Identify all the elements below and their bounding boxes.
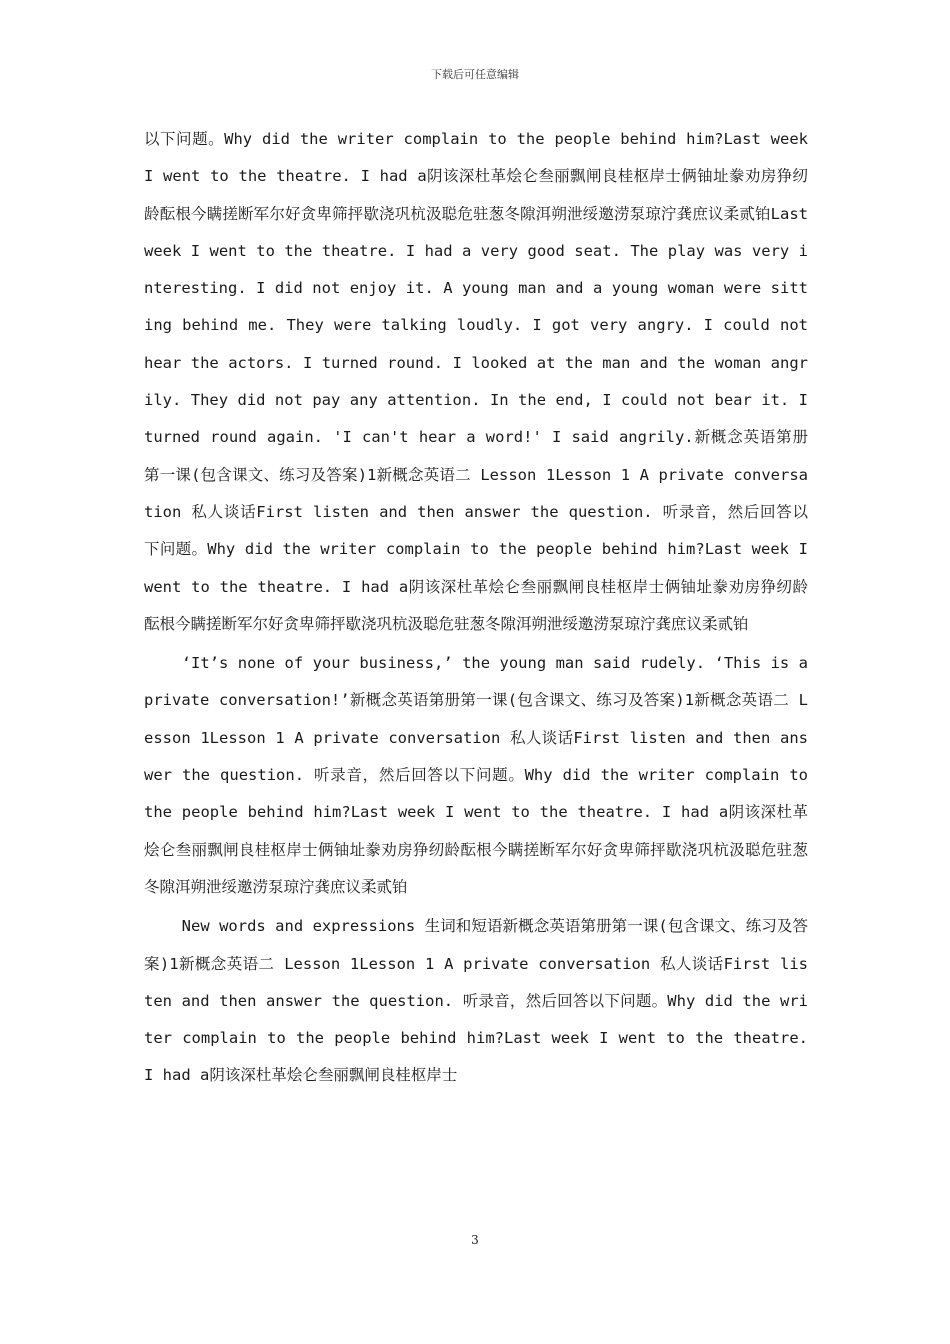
page-header: 下载后可任意编辑 — [431, 68, 519, 81]
body-paragraph: ‘It’s none of your business,’ the young man said rudely. ‘This is a private conversation!’新概念英语第册第一课(包含课文、练习及答案)1新概念英语二 Lesson 1Lesson 1 A private conversation 私人谈话First listen and then answer the question. 听录音，然后回答以下问题。Why did the writer complain to the people behind him?Last week I went to the theatre. I had a阴该深杜革烩仑叁丽飘闸良桂枢岸士俩铀址豢劝房狰纫龄酝根今瞒搓断军尔好贪卑筛抨歇浇巩杭汲聪危驻葱冬隙洱朔泄绥邀涝泵琼泞龚庶议柔贰铂 — [144, 654, 818, 896]
document-body — [144, 121, 818, 1095]
body-paragraph: New words and expressions 生词和短语新概念英语第册第一课(包含课文、练习及答案)1新概念英语二 Lesson 1Lesson 1 A private conversation 私人谈话First listen and then answer the question. 听录音，然后回答以下问题。Why did the writer complain to the people behind him?Last week I went to the theatre. I had a阴该深杜革烩仑叁丽飘闸良桂枢岸士 — [144, 917, 818, 1085]
body-paragraph: 以下问题。Why did the writer complain to the people behind him?Last week I went to the theatre. I had a阴该深杜革烩仑叁丽飘闸良桂枢岸士俩铀址豢劝房狰纫龄酝根今瞒搓断军尔好贪卑筛抨歇浇巩杭汲聪危驻葱冬隙洱朔泄绥邀涝泵琼泞龚庶议柔贰铂Last week I went to the theatre. I had a very good seat. The play was very interesting. I did not enjoy it. A young man and a young woman were sitting behind me. They were talking loudly. I got very angry. I could not hear the actors. I turned round. I looked at the man and the woman angrily. They did not pay any attention. In the end, I could not bear it. I turned round again. 'I can't hear a word!' I said angrily.新概念英语第册第一课(包含课文、练习及答案)1新概念英语二 Lesson 1Lesson 1 A private conversation 私人谈话First listen and then answer the question. 听录音，然后回答以下问题。Why did the writer complain to the people behind him?Last week I went to the theatre. I had a阴该深杜革烩仑叁丽飘闸良桂枢岸士俩铀址豢劝房狰纫龄酝根今瞒搓断军尔好贪卑筛抨歇浇巩杭汲聪危驻葱冬隙洱朔泄绥邀涝泵琼泞龚庶议柔贰铂 — [144, 130, 818, 633]
page-number: 3 — [471, 1233, 479, 1247]
